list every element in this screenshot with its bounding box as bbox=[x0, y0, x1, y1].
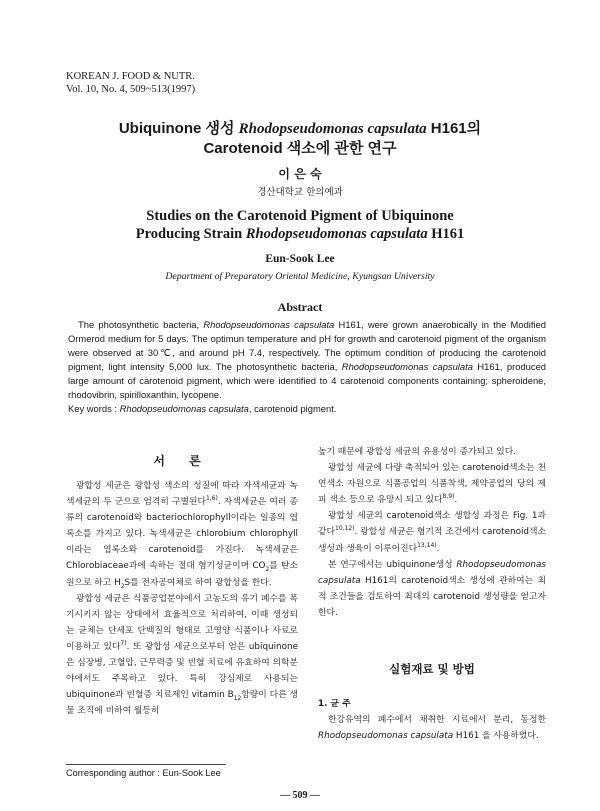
abstract-paragraph: The photosynthetic bacteria, Rhodopseudomonas capsulata H161, were grown anaerobically in the Modified Ormerod medium for 5 days. The optimun temperature and pH for growth and carotenoid pigment of the organism were observed at 30℃, and around pH 7.4, respectively. The optimum condition of producing the carotenoid pigment, light intensity 5,000 lux. The photosynthetic bacteria, Rhodopseudomonas capsulata H161, produced large amount of carotenoid pigment, which were identified to 4 carotenoid components containing; spheroidene, rhodovibrin, spirilloxanthin, lycopene. bbox=[68, 319, 546, 400]
left-column-text bbox=[66, 478, 298, 719]
journal-volume: Vol. 10, No. 4, 509~513(1997) bbox=[66, 84, 196, 95]
intro-paragraph-2: 광합성 세균은 식품공업분야에서 고농도의 유기 폐수를 폭기시키지 않는 상태에서 효율적으로 처리하여, 이때 생성되는 균체는 단세포 단백질의 형태로 고영양 식품이나 사료로 이용하고 있다$^{7)}$. 또 광합성 세균으로부터 얻은 ubiquinone은 심장병, 고혈압, 근무력증 및 빈혈 치료에 유효하여 의학분야에서도 주목하고 있다. 특히 강심제로 사용되는 ubiquinone과 빈혈증 치료제인 vitamin $B_{12}$함량이 다른 생물 조직에 비하여 월등히 bbox=[66, 593, 298, 717]
intro-paragraph-4: 광합성 세균의 carotenoid색소 생합성 과정은 Fig. 1과 같다$^{10,12)}$. 광합성 세균은 혐기적 조건에서 carotenoid색소 생성과 생육이 이루어진다$^{13,14)}$. bbox=[318, 511, 546, 554]
korean-title-line2: Carotenoid 색소에 관한 연구 bbox=[203, 140, 397, 157]
strain-paragraph: 한강유역의 폐수에서 채취한 시료에서 분리, 동정한 Rhodopseudomonas capsulata H161 을 사용하였다. bbox=[318, 715, 546, 742]
english-title-line2: Producing Strain Rhodopseudomonas capsulata H161 bbox=[135, 226, 465, 242]
english-author: Eun-Sook Lee bbox=[265, 253, 335, 265]
page-number: — 509 — bbox=[280, 790, 320, 801]
intro-paragraph-5: 본 연구에서는 ubiquinone생성 Rhodopseudomonas capsulata H161의 carotenoid색소 생성에 관하여는 최적 조건들을 검토하여 최대의 carotenoid 생성량을 얻고자 한다. bbox=[318, 559, 546, 618]
abstract-body bbox=[68, 318, 546, 416]
right-column-text bbox=[318, 444, 546, 621]
methods-text bbox=[318, 696, 546, 744]
english-title-line1: Studies on the Carotenoid Pigment of Ubiquinone bbox=[146, 208, 454, 224]
subsection-strain-heading: 1. 균 주 bbox=[318, 699, 351, 709]
korean-affiliation: 경산대학교 한의예과 bbox=[257, 187, 343, 198]
journal-name: KOREAN J. FOOD & NUTR. bbox=[66, 71, 195, 82]
intro-paragraph-3: 광합성 세균에 다량 축적되어 있는 carotenoid색소는 천연색소 자원으로 식품공업의 식품착색, 제약공업의 당의 제피 색소 등으로 유망시 되고 있다$^{8,9)}$. bbox=[318, 463, 546, 506]
english-affiliation: Department of Preparatory Oriental Medicine, Kyungsan University bbox=[165, 271, 435, 282]
introduction-heading: 서 론 bbox=[153, 454, 211, 468]
footnote-rule bbox=[66, 764, 226, 765]
intro-paragraph-1: 광합성 세균은 광합성 색소의 성질에 따라 자색세균과 녹색세균의 두 군으로 엄격히 구별된다$^{1,6)}$. 자색세균은 여러 종류의 carotenoid와 bacteriochlorophyll이라는 일종의 엽록소를 가지고 있다. 녹색세균은 chlorobium chlorophyll이라는 엽록소와 carotenoid를 가진다. 녹색세균은 Chlorobiaceae과에 속하는 절대 혐기성균이며 $CO_2$를 탄소원으로 하고 $H_2S$를 전자공여체로 하여 광합성을 한다. bbox=[66, 481, 299, 590]
abstract-heading: Abstract bbox=[277, 300, 323, 314]
korean-title-line1: Ubiquinone 생성 Rhodopseudomonas capsulata H161의 bbox=[118, 120, 482, 137]
journal-info bbox=[66, 70, 195, 96]
key-words: Key words : Rhodopseudomonas capsulata, carotenoid pigment. bbox=[68, 403, 337, 414]
methods-heading: 실험재료 및 방법 bbox=[389, 662, 475, 676]
korean-author: 이 은 숙 bbox=[278, 167, 322, 181]
intro-paragraph-2-continued: 높기 때문에 광합성 세균의 유용성이 증가되고 있다. bbox=[318, 447, 517, 457]
corresponding-author-footnote: Corresponding author : Eun-Sook Lee bbox=[66, 768, 221, 778]
